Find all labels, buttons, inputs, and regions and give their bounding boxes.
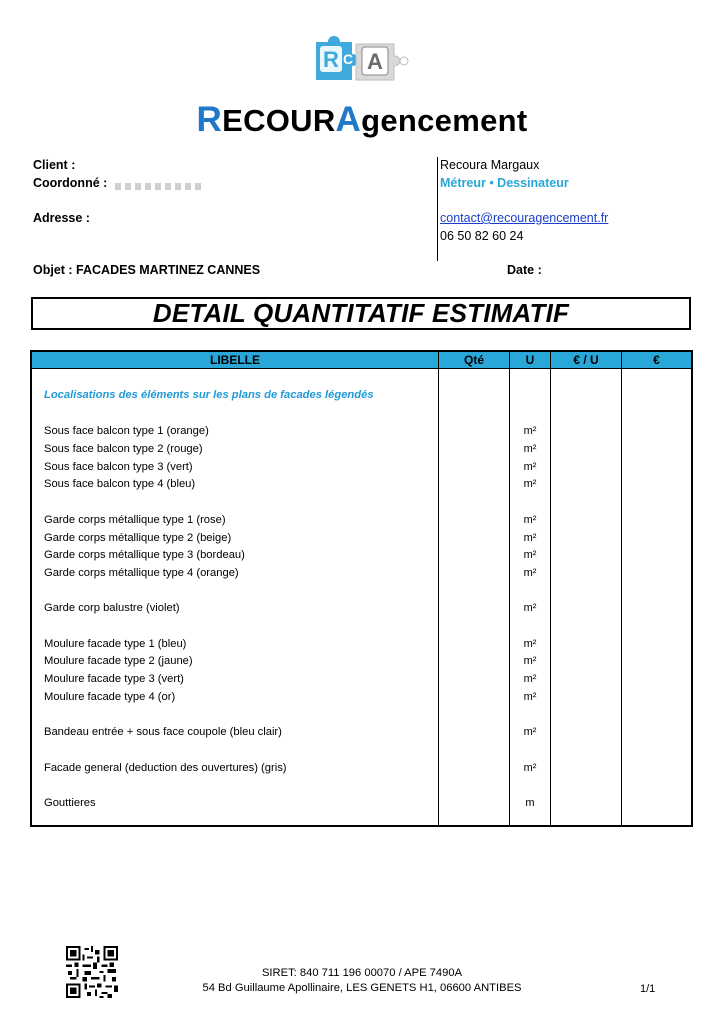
document-title: DETAIL QUANTITATIF ESTIMATIF [152,298,570,328]
title-box [31,297,691,330]
brand-ecour: ECOUR [222,103,336,138]
col-libelle: LIBELLE [210,353,260,367]
table-header [32,352,691,369]
col-divider [621,352,622,825]
footer-address: 54 Bd Guillaume Apollinaire, LES GENETS H1, 06600 ANTIBES [202,982,522,994]
col-qte: Qté [463,353,484,367]
unit-cell: m² [523,443,537,455]
unit-cell: m [525,797,535,809]
brand-a: A [335,100,362,139]
unit-cell: m² [523,691,537,703]
section-title: Localisations des éléments sur les plans de facades légendés [44,389,374,401]
page-number: 1/1 [640,983,656,995]
table-row: Moulure facade type 1 (bleu) [44,638,187,650]
table-row: Garde corps métallique type 1 (rose) [44,514,226,526]
footer [0,966,724,996]
contact-role: Métreur • Dessinateur [440,176,569,190]
object-line: Objet : FACADES MARTINEZ CANNES [33,263,261,277]
unit-cell: m² [523,726,537,738]
brand-gencement: gencement [361,103,528,138]
svg-text:C: C [342,51,354,67]
rca-logo [312,30,412,92]
table-row: Garde corps métallique type 4 (orange) [44,567,239,579]
header-divider [437,157,438,261]
table-row: Sous face balcon type 3 (vert) [44,461,193,473]
date-label: Date : [507,263,542,277]
unit-cell: m² [523,567,537,579]
unit-cell: m² [523,762,537,774]
address-label: Adresse : [33,211,90,225]
table-row: Facade general (deduction des ouvertures) (gris) [44,762,287,774]
table-row: Sous face balcon type 2 (rouge) [44,443,203,455]
unit-cell: m² [523,478,537,490]
redacted-field [115,183,205,190]
table-row: Garde corp balustre (violet) [44,602,180,614]
table-row: Sous face balcon type 4 (bleu) [44,478,196,490]
table-row: Sous face balcon type 1 (orange) [44,425,209,437]
table-row: Moulure facade type 4 (or) [44,691,176,703]
unit-cell: m² [523,549,537,561]
table-row: Garde corps métallique type 2 (beige) [44,532,232,544]
col-u: U [525,353,535,367]
unit-cell: m² [523,602,537,614]
quantity-table [30,350,693,827]
brand-name [0,100,724,140]
table-row: Garde corps métallique type 3 (bordeau) [44,549,245,561]
unit-cell: m² [523,514,537,526]
col-divider [438,352,439,825]
col-divider [550,352,551,825]
col-eur-u: € / U [573,353,599,367]
svg-text:R: R [323,47,339,72]
table-row: Moulure facade type 2 (jaune) [44,655,193,667]
footer-siret: SIRET: 840 711 196 00070 / APE 7490A [261,967,463,979]
unit-cell: m² [523,655,537,667]
unit-cell: m² [523,532,537,544]
coord-label: Coordonné : [33,176,108,190]
unit-cell: m² [523,673,537,685]
svg-text:A: A [367,49,383,74]
contact-name: Recoura Margaux [440,158,540,172]
table-row: Gouttieres [44,797,96,809]
unit-cell: m² [523,461,537,473]
col-eur: € [653,353,660,367]
col-divider [509,352,510,825]
client-label: Client : [33,158,76,172]
phone-number: 06 50 82 60 24 [440,229,524,243]
unit-cell: m² [523,638,537,650]
unit-cell: m² [523,425,537,437]
brand-r: R [196,100,223,139]
email-link[interactable]: contact@recouragencement.fr [440,211,609,225]
table-row: Moulure facade type 3 (vert) [44,673,184,685]
table-row: Bandeau entrée + sous face coupole (bleu clair) [44,726,282,738]
